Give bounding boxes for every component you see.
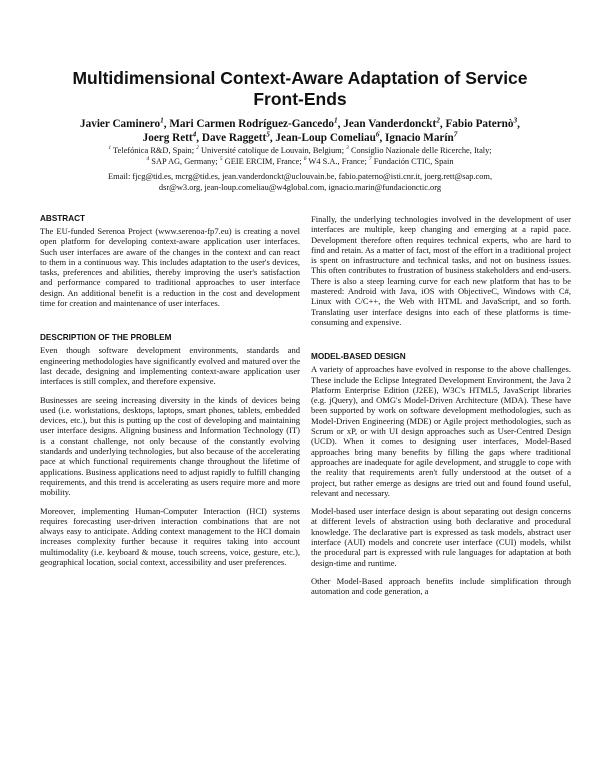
- model-based-design-heading: MODEL-BASED DESIGN: [311, 352, 406, 362]
- model-based-design-paragraph: A variety of approaches have evolved in response to the above challenges. These include the Eclipse Integrated Development Environment, the Java 2 Platform Enterprise Edition (J2EE), W3C's HTML5, JavaScript libraries (e.g. jQuery), and OMG's Model-Driven Architecture (MDA). These have been supported by work on software development methodologies, such as Model-Driven Engineering (MDE) or Agile project methodologies, such as Scrum or xP, or with UI design approaches such as User-Centred Design (UCD). When it comes to designing user interfaces, Model-Based approaches bring many benefits by filling the gaps where traditional approaches are inadequate for agile development, and struggle to cope with the reality that requirements aren't fully understood at the outset of a project, but rather emerge as designs are tried out and found found useful, relevant and necessary.: [311, 364, 571, 498]
- affiliation-marker: 7: [368, 155, 372, 162]
- right-column: [311, 214, 571, 605]
- author-affiliation-marker: 1: [334, 116, 338, 125]
- title-line-2: Front-Ends: [253, 89, 347, 109]
- affiliation-marker: 3: [346, 145, 349, 152]
- abstract-paragraph: The EU-funded Serenoa Project (www.serenoa-fp7.eu) is creating a novel open platform for developing context-aware application user interfaces. Such user interfaces are aware of the changes in the context and can react to them in a continuous way. This includes adaptation to the user's devices, tasks, preferences and abilities, thereby improving the user's satisfaction and performance compared to traditional approaches to user interface design. An additional benefit is a reduction in the cost and development time for creation and maintenance of user interfaces.: [40, 226, 300, 309]
- author-name: Ignacio Marín: [385, 132, 454, 144]
- intro-continued-paragraph: Finally, the underlying technologies involved in the development of user interfaces are multiple, keep changing and emerging at a rapid pace. Development therefore often requires technical experts, who are hard to find and retain. As a matter of fact, most of the effort in a traditional project is spent on infrastructure and technical tasks, and not on business issues. This often contributes to frustration of business stakeholders and end-users. There is also a steep learning curve for each new platform that has to be mastered: Android with Java, iOS with ObjectiveC, Windows with C#, Linux with C/C++, the Web with HTML and JavaScript, and so forth. Translating user interface designs into each of these platforms is time-consuming and expensive.: [311, 214, 571, 327]
- author-list: [30, 117, 570, 145]
- email-block: [30, 171, 570, 193]
- author-affiliation-marker: 1: [160, 116, 164, 125]
- affiliation-name: Fundación CTIC, Spain: [373, 156, 454, 166]
- author-affiliation-marker: 7: [453, 130, 458, 139]
- author-affiliation-marker: 6: [375, 130, 380, 139]
- problem-paragraph: Even though software development environments, standards and engineering methodologies have significantly evolved and matured over the last decade, designing and implementing context-aware application user interfaces is still complex, and therefore expensive.: [40, 345, 300, 387]
- author-name: Mari Carmen Rodríguez-Gancedo: [169, 118, 335, 130]
- affiliation-marker: 4: [146, 155, 150, 162]
- affiliation-marker: 6: [303, 155, 307, 162]
- author-affiliation-marker: 5: [266, 130, 270, 139]
- author-separator: ,: [379, 132, 386, 144]
- author-separator: ,: [196, 132, 202, 144]
- affiliation-marker: 5: [219, 155, 223, 162]
- author-separator: ,: [517, 118, 520, 130]
- author-separator: ,: [269, 132, 276, 144]
- author-separator: ,: [163, 118, 170, 130]
- problem-paragraph: Businesses are seeing increasing diversity in the kinds of devices being used (i.e. workstations, desktops, laptops, smart phones, tablets, embedded devices, etc.), but this is putting up the cost of developing and maintaining user interface designs. Aligning business and Information Technology (IT) is a constant challenge, not only because of the constantly evolving standards and underlying technologies, but also because of the accelerating pace at which functional requirements change throughout the lifetime of applications. Business applications need to adjust rapidly to fulfill changing requirements, and this trend is accelerating as users require more and more mobility.: [40, 394, 300, 498]
- author-separator: ,: [439, 118, 446, 130]
- affiliation-name: GEIE ERCIM, France;: [224, 156, 304, 166]
- problem-paragraph: Moreover, implementing Human-Computer Interaction (HCI) systems requires forecasting user-driven interaction combinations that are not always easy to anticipate. Adding context management to the HCI domain increases complexity further because it requires taking into account multimodality (i.e. keyboard & mouse, touch screens, voice, gesture, etc.), geographical location, social context, accessibility and user preferences.: [40, 505, 300, 568]
- paper-title: [40, 68, 560, 110]
- author-name: Javier Caminero: [80, 118, 161, 130]
- abstract-heading: ABSTRACT: [40, 214, 86, 223]
- affiliation-name: Consiglio Nazionale delle Ricerche, Italy;: [350, 146, 492, 155]
- problem-heading: DESCRIPTION OF THE PROBLEM: [40, 333, 172, 343]
- affiliation-name: Telefónica R&D, Spain;: [113, 146, 197, 155]
- title-line-1: Multidimensional Context-Aware Adaptation of Service: [72, 68, 528, 88]
- author-name: Fabio Paternò: [445, 118, 514, 130]
- author-affiliation-marker: 4: [192, 130, 197, 139]
- section-gap: [40, 316, 300, 333]
- affiliation-marker: 1: [108, 145, 112, 152]
- affiliation-list: [30, 146, 570, 167]
- email-line-2: dsr@w3.org, jean-loup.comeliau@w4global.com, ignacio.marin@fundacionctic.org: [158, 183, 442, 192]
- author-name: Dave Raggett: [201, 132, 267, 144]
- model-based-design-paragraph: Model-based user interface design is about separating out design concerns at different levels of abstraction using both declarative and procedural knowledge. The declarative part is expressed as task models, abstract user interface (AUI) models and concrete user interface (CUI) models, whilst the procedural part is expressed with rule languages for adaptation at both design-time and runtime.: [311, 506, 571, 568]
- author-name: Jean Vanderdonckt: [343, 118, 437, 130]
- section-gap: [311, 335, 571, 352]
- affiliation-marker: 2: [196, 145, 199, 152]
- left-column: [40, 214, 300, 575]
- author-affiliation-marker: 2: [436, 116, 440, 125]
- affiliation-name: Université catolique de Louvain, Belgium;: [200, 146, 347, 155]
- email-line-1: Email: fjcg@tid.es, mcrg@tid.es, jean.vanderdonckt@uclouvain.be, fabio.paterno@isti.cnr.it, joerg.rett@sap.com,: [107, 172, 493, 181]
- author-name: Joerg Rett: [142, 132, 193, 144]
- author-separator: ,: [337, 118, 344, 130]
- affiliation-name: W4 S.A., France;: [308, 156, 369, 166]
- model-based-design-paragraph: Other Model-Based approach benefits include simplification through automation and code generation, a: [311, 575, 571, 597]
- author-affiliation-marker: 3: [513, 116, 518, 125]
- affiliation-name: SAP AG, Germany;: [151, 156, 220, 166]
- author-name: Jean-Loup Comeliau: [275, 132, 376, 144]
